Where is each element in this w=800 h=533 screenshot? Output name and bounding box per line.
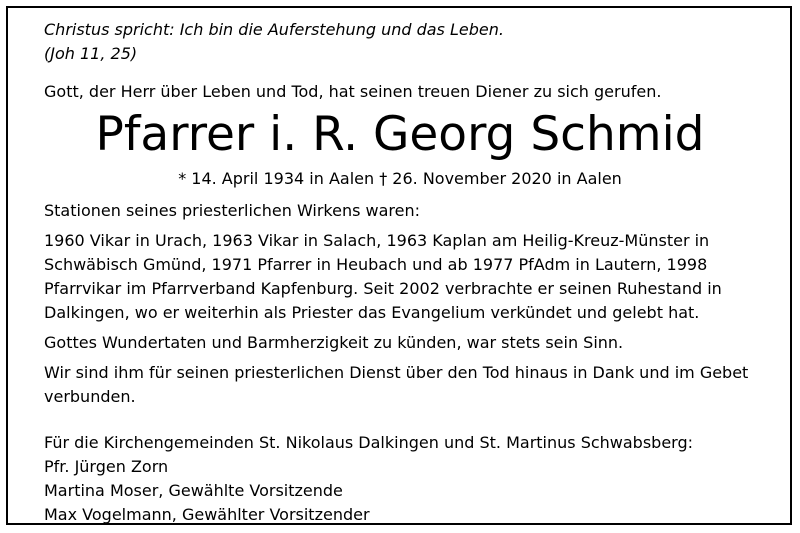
signatory: Martina Moser, Gewählte Vorsitzende [44,481,343,500]
stations-line: Dalkingen, wo er weiterhin als Priester das Evangelium verkündet und gelebt hat. [44,303,700,322]
signatories-heading: Für die Kirchengemeinden St. Nikolaus Dalkingen und St. Martinus Schwabsberg: [44,433,694,452]
stations-text [44,229,756,325]
bible-reference: (Joh 11, 25) [44,44,138,63]
stations-line: Schwäbisch Gmünd, 1971 Pfarrer in Heubach und ab 1977 PfAdm in Lautern, 1998 [44,255,708,274]
thanks-text [44,361,756,409]
mission-text: Gottes Wundertaten und Barmherzigkeit zu künden, war stets sein Sinn. [44,333,624,352]
stations-heading: Stationen seines priesterlichen Wirkens waren: [44,201,421,220]
signatories [44,431,756,527]
stations-line: Pfarrvikar im Pfarrverband Kapfenburg. Seit 2002 verbrachte er seinen Ruhestand in [44,279,722,298]
stations-line: 1960 Vikar in Urach, 1963 Vikar in Salach, 1963 Kaplan am Heilig-Kreuz-Münster in [44,231,710,250]
life-dates: * 14. April 1934 in Aalen † 26. November 2020 in Aalen [178,169,622,188]
thanks-line: Wir sind ihm für seinen priesterlichen Dienst über den Tod hinaus in Dank und im Gebet [44,363,749,382]
bible-quote: Christus spricht: Ich bin die Auferstehung und das Leben. [44,20,504,39]
intro-text: Gott, der Herr über Leben und Tod, hat seinen treuen Diener zu sich gerufen. [44,82,662,101]
signatory: Max Vogelmann, Gewählter Vorsitzender [44,505,370,524]
obituary-notice [44,18,756,527]
deceased-name: Pfarrer i. R. Georg Schmid [95,107,705,162]
thanks-line: verbunden. [44,387,136,406]
signatory: Pfr. Jürgen Zorn [44,457,169,476]
